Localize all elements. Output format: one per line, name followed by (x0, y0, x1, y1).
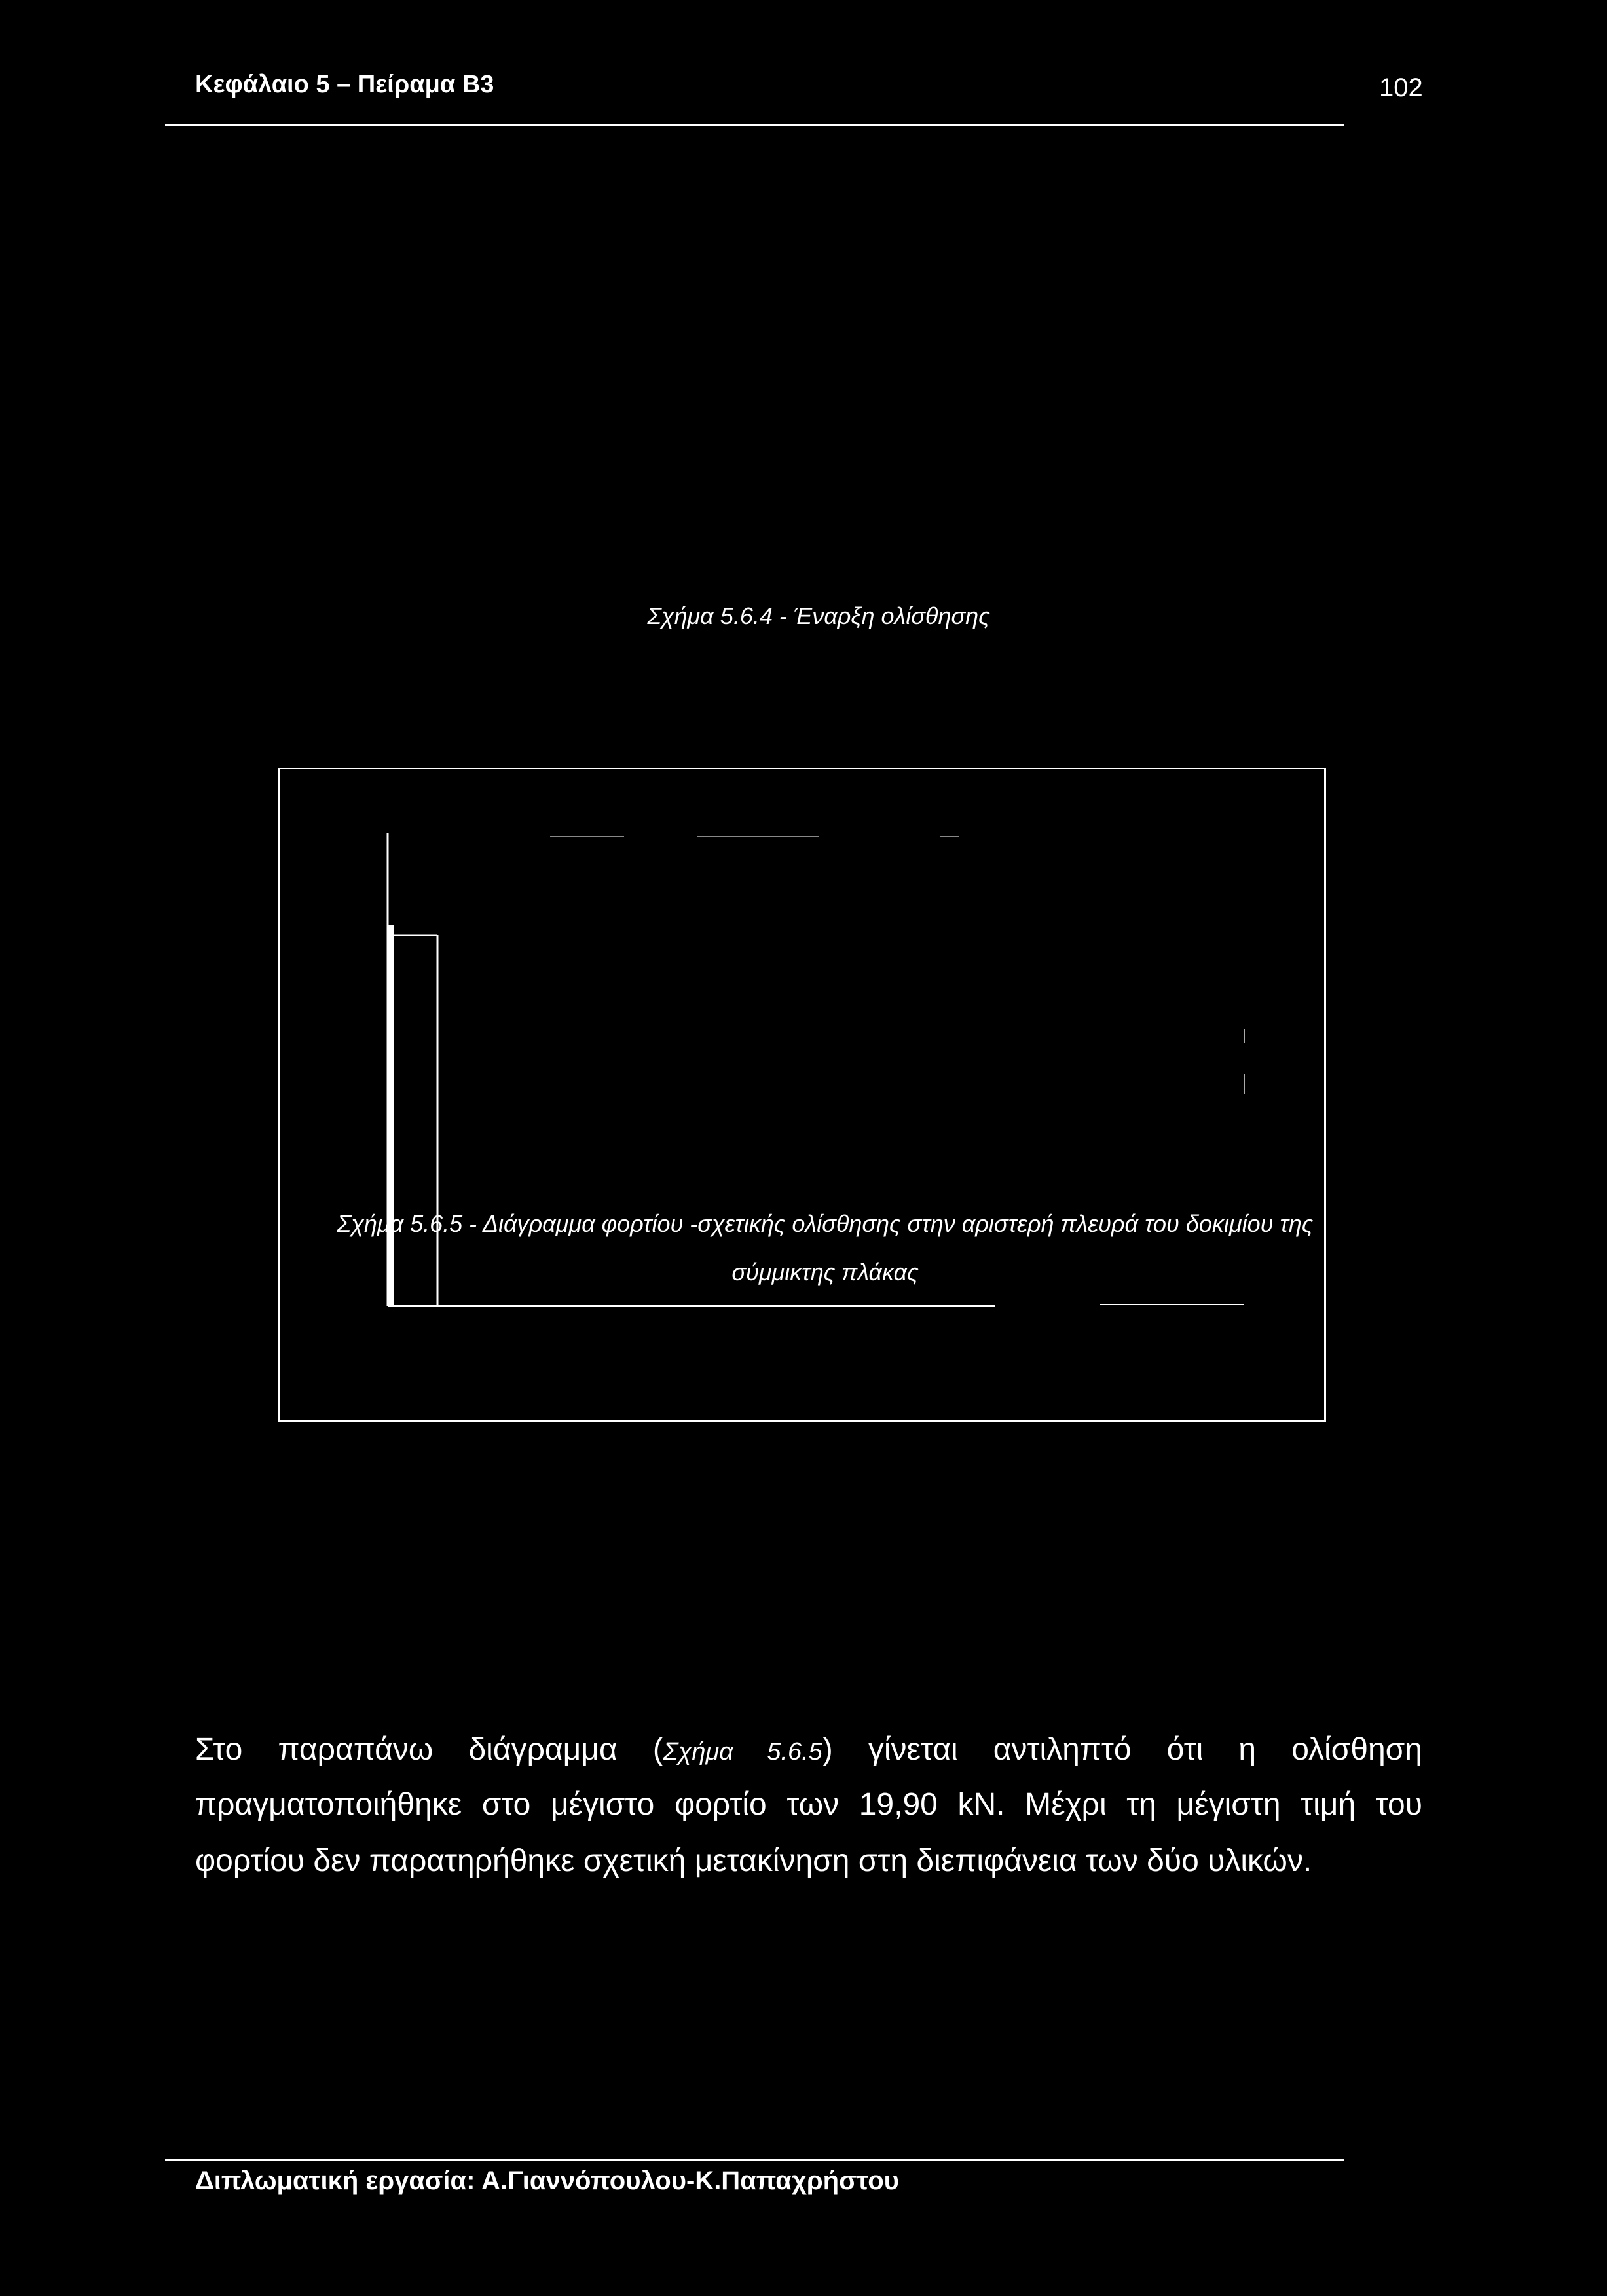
page-number: 102 (1379, 73, 1423, 102)
paragraph-line-2: πραγματοποιήθηκε στο μέγιστο φορτίο των 19,90 kN. Μέχρι τη μέγιστη τιμή του (195, 1787, 1422, 1822)
paragraph-line-1 (195, 1734, 1422, 1768)
paragraph-line-1-end: ) γίνεται αντιληπτό ότι η ολίσθηση (822, 1732, 1423, 1767)
header-divider (165, 124, 1344, 126)
chapter-title: Κεφάλαιο 5 – Πείραμα Β3 (195, 71, 494, 98)
figure-reference: Σχήμα 5.6.5 (663, 1738, 822, 1766)
figure-5-caption-line1: Σχήμα 5.6.5 - Διάγραμμα φορτίου -σχετικής ολίσθησης στην αριστερή πλευρά του δοκιμίου της (337, 1210, 1314, 1237)
footer-divider (165, 2159, 1344, 2161)
figure-5-caption-line2: σύμμικτης πλάκας (731, 1259, 919, 1286)
footer-authors: Διπλωματική εργασία: Α.Γιαννόπουλου-Κ.Παπαχρήστου (195, 2166, 899, 2195)
paragraph-line-3: φορτίου δεν παρατηρήθηκε σχετική μετακίνηση στη διεπιφάνεια των δύο υλικών. (195, 1843, 1312, 1878)
paragraph-line-1-start: Στο παραπάνω διάγραμμα ( (195, 1732, 663, 1767)
figure-4-caption: Σχήμα 5.6.4 - Έναρξη ολίσθησης (647, 602, 990, 629)
figure-5-chart (278, 768, 1326, 1422)
